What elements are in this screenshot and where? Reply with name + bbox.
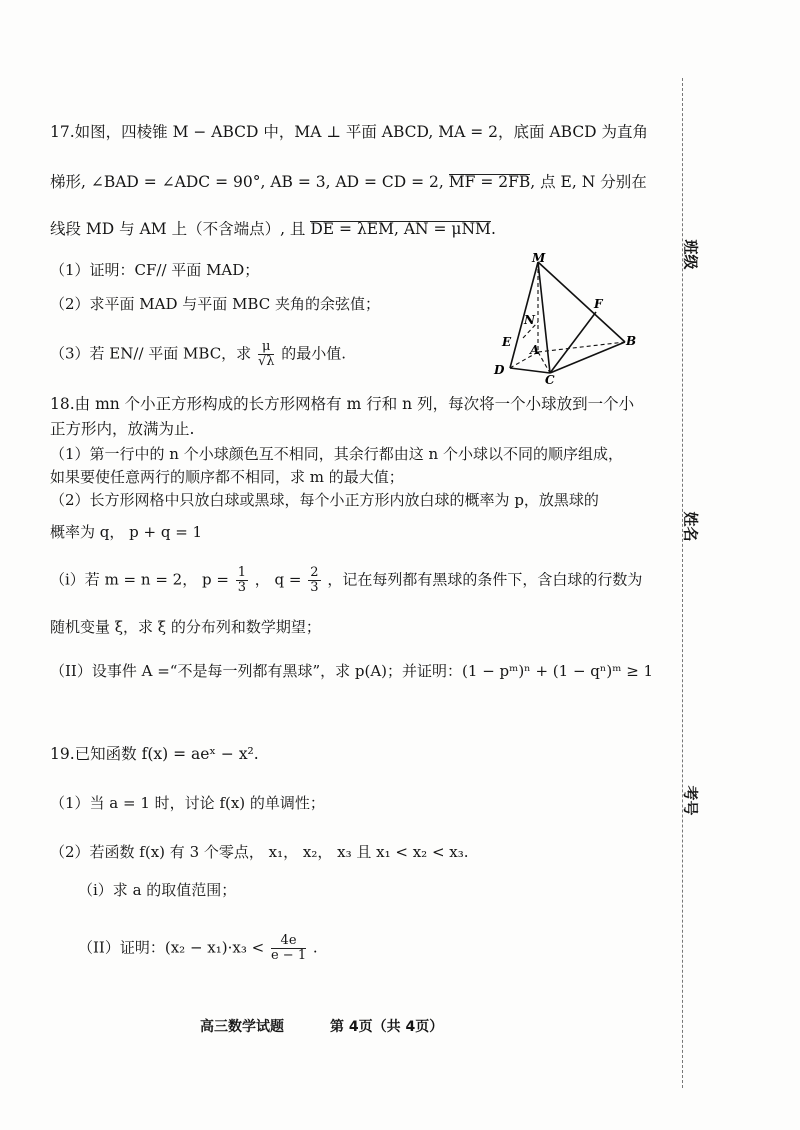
q18-i-post: ，记在每列都有黑球的条件下，含白球的行数为 xyxy=(327,570,643,589)
q18-part-ii: （II）设事件 A =“不是每一列都有黑球”，求 p(A)；并证明：(1 − pᵐ)ⁿ + (1 − qⁿ)ᵐ ≥ 1 xyxy=(50,662,654,680)
q17-part1: （1）证明：CF// 平面 MAD； xyxy=(50,261,260,279)
side-label-class: 班级 xyxy=(681,239,700,270)
q19-part2-ii xyxy=(78,934,318,963)
q18-p-fraction xyxy=(236,566,248,595)
label-m: M xyxy=(532,251,546,265)
footer-page: 第 4页（共 4页） xyxy=(330,1019,444,1035)
q17-part2: （2）求平面 MAD 与平面 MBC 夹角的余弦值； xyxy=(50,295,380,313)
q18-q-num: 2 xyxy=(310,565,319,580)
q19-part2-i: （i）求 a 的取值范围； xyxy=(78,881,237,899)
q18-p-num: 1 xyxy=(237,565,246,580)
q18-i-line2: 随机变量 ξ，求 ξ 的分布列和数学期望； xyxy=(50,618,321,636)
side-label-name: 姓名 xyxy=(681,511,700,542)
q17-line2-text: 梯形, ∠BAD = ∠ADC = 90°, AB = 3, AD = CD = 2, xyxy=(50,173,444,191)
label-d: D xyxy=(494,363,505,377)
q19-frac-den: e − 1 xyxy=(270,948,307,963)
q18-part1-a: （1）第一行中的 n 个小球颜色互不相同，其余行都由这 n 个小球以不同的顺序组成， xyxy=(50,445,623,463)
label-c: C xyxy=(545,373,555,387)
q17-line3 xyxy=(50,219,496,239)
q18-part2-a: （2）长方形网格中只放白球或黑球，每个小正方形内放白球的概率为 p，放黑球的 xyxy=(50,491,599,509)
q17-part3-post: 的最小值. xyxy=(281,344,347,363)
q19-frac-num: 4e xyxy=(271,934,306,949)
q17-frac-num: μ xyxy=(258,340,275,355)
q17-vector-de: DE = λEM, AN = μNM xyxy=(310,220,491,238)
q18-i-pre: （i）若 m = n = 2， p = xyxy=(50,570,229,589)
q17-line2-tail: , 点 E, N 分别在 xyxy=(530,173,647,191)
q18-line2: 正方形内，放满为止. xyxy=(50,420,195,438)
q17-line1: 17.如图，四棱锥 M − ABCD 中，MA ⊥ 平面 ABCD, MA = 2，底面 ABCD 为直角 xyxy=(50,123,649,141)
q18-part1-b: 如果要使任意两行的顺序都不相同，求 m 的最大值； xyxy=(50,468,404,486)
q19-line1: 19.已知函数 f(x) = aeˣ − x². xyxy=(50,745,259,763)
q18-q-den: 3 xyxy=(310,580,319,595)
q18-q-fraction xyxy=(308,566,320,595)
q17-line2 xyxy=(50,172,647,192)
label-b: B xyxy=(626,334,637,348)
q18-line1: 18.由 mn 个小正方形构成的长方形网格有 m 行和 n 列，每次将一个小球放到一个小 xyxy=(50,395,635,413)
binding-line xyxy=(682,78,684,1088)
q17-frac-den: √λ xyxy=(257,354,275,369)
label-a: A xyxy=(530,343,540,357)
q19-ii-pre: （II）证明：(x₂ − x₁)·x₃ < xyxy=(78,938,265,957)
q17-fraction xyxy=(258,340,275,369)
pyramid-figure xyxy=(488,250,638,390)
q18-part-i xyxy=(50,566,642,595)
q17-part3 xyxy=(50,340,346,369)
q18-p-den: 3 xyxy=(237,580,246,595)
q19-ii-post: . xyxy=(312,938,318,957)
q18-i-mid: ， q = xyxy=(254,570,302,589)
label-e: E xyxy=(502,335,512,349)
q19-part1: （1）当 a = 1 时，讨论 f(x) 的单调性； xyxy=(50,794,325,812)
q19-fraction xyxy=(271,934,306,963)
q17-vector-mf: MF = 2FB xyxy=(448,173,531,191)
q17-line3-tail: . xyxy=(490,220,496,238)
label-n: N xyxy=(524,313,535,327)
footer-title: 高三数学试题 xyxy=(200,1019,284,1035)
q17-line3-text: 线段 MD 与 AM 上（不含端点）, 且 xyxy=(50,220,306,238)
label-f: F xyxy=(594,297,603,311)
q17-part3-pre: （3）若 EN// 平面 MBC，求 xyxy=(50,344,252,363)
side-label-id: 考号 xyxy=(681,785,700,816)
q19-part2: （2）若函数 f(x) 有 3 个零点， x₁， x₂， x₃ 且 x₁ < x₂ < x₃. xyxy=(50,843,469,861)
q18-part2-b: 概率为 q， p + q = 1 xyxy=(50,523,203,541)
